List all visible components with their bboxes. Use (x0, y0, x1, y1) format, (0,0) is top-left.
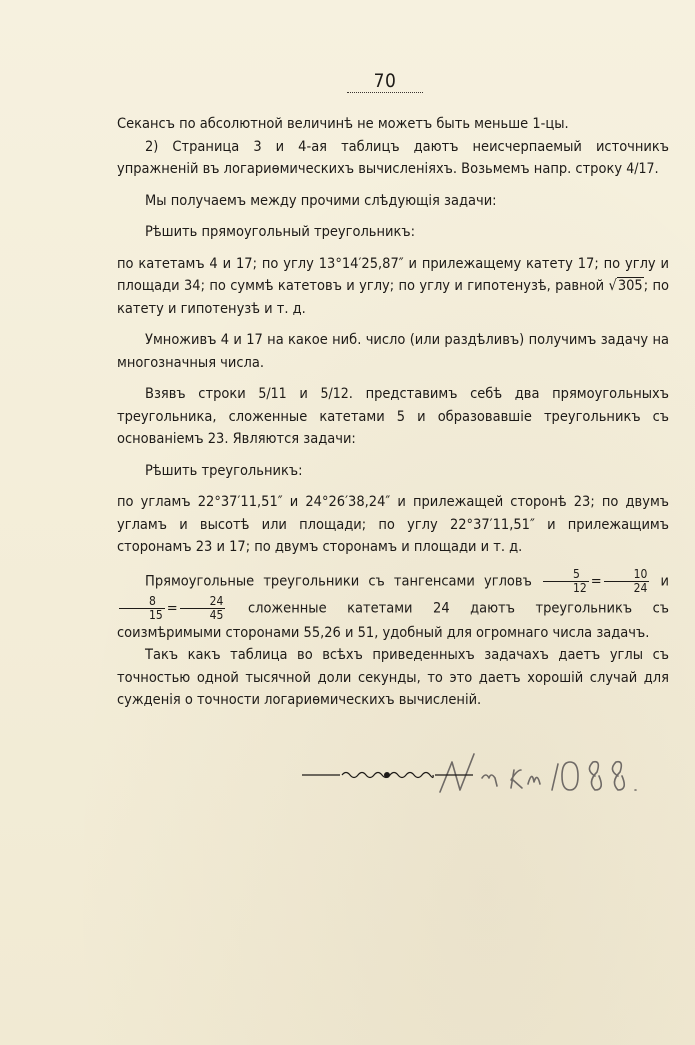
row-fraction-a: 5/11 (258, 386, 287, 402)
page-text (117, 113, 669, 712)
row-fraction-b: 5/12 (320, 386, 349, 402)
paragraph-accuracy: Такъ какъ таблица во всѣхъ приведенныхъ задачахъ даетъ углы съ точностью одной тысячной доли секунды, то это даетъ хорошій случай для сужденія о точности логариѳмическихъ вычисленій. (117, 647, 669, 708)
tangent-fraction-1: $\frac{5}{12}$ (543, 568, 589, 595)
page-number-rule (347, 92, 423, 93)
page-number: 70 (373, 70, 397, 92)
row-fraction: 4/17 (626, 161, 655, 177)
paragraph-solve-triangle: Рѣшить треугольникъ: (145, 462, 303, 479)
paragraph-rows: Взявъ строки 5/11 и 5/12. представимъ себѣ два прямоугольныхъ треугольника, сложенные катетами 5 и образовавшіе треугольникъ съ основаніемъ 23. Являются задачи: (117, 386, 669, 447)
paragraph-triangle-cases: по угламъ 22°37′11,51″ и 24°26′38,24″ и прилежащей сторонѣ 23; по двумъ угламъ и высотѣ или площади; по углу 22°37′11,51″ и прилежащимъ сторонамъ 23 и 17; по двумъ сторонамъ и площади и т. д. (117, 494, 669, 555)
paragraph-tables: 2) Страница 3 и 4-ая таблицъ даютъ неисчерпаемый источникъ упражненій въ логариѳмическихъ вычисленіяхъ. Возьмемъ напр. строку 4/17. (117, 138, 669, 177)
paragraph-right-cases: по катетамъ 4 и 17; по углу 13°14′25,87″ и прилежащему катету 17; по углу и площади 34; по суммѣ катетовъ и углу; по углу и гипотенузѣ, равной √305; по катету и гипотенузѣ и т. д. (117, 255, 669, 317)
paragraph-tangents: Прямоугольные треугольники съ тангенсами угловъ $\frac{5}{12}$ = $\frac{10}{24}$ и $\frac{8}{15}$ = $\frac{24}{45}$ сложенные катетами 24 даютъ треугольникъ съ соизмѣримыми сторонами 55,26 и 51, удобный для огромнаго числа задачъ. (117, 566, 669, 641)
sqrt-expression: √305 (608, 278, 643, 294)
paragraph-solve-right: Рѣшить прямоугольный треугольникъ: (145, 224, 415, 240)
tangent-fraction-4: $\frac{24}{45}$ (180, 595, 226, 622)
tangent-fraction-3: $\frac{8}{15}$ (119, 595, 165, 622)
paragraph-tasks-intro: Мы получаемъ между прочими слѣдующія задачи: (145, 192, 497, 209)
paragraph-multiply: Умноживъ 4 и 17 на какое ниб. число (или раздѣливъ) получимъ задачу на многозначныя числа. (117, 332, 669, 371)
sqrt-radicand: 305 (617, 278, 643, 294)
paragraph-secant: Секансъ по абсолютной величинѣ не можетъ быть меньше 1-цы. (117, 116, 569, 132)
ornament-divider (300, 768, 475, 782)
tangent-fraction-2: $\frac{10}{24}$ (604, 568, 650, 595)
